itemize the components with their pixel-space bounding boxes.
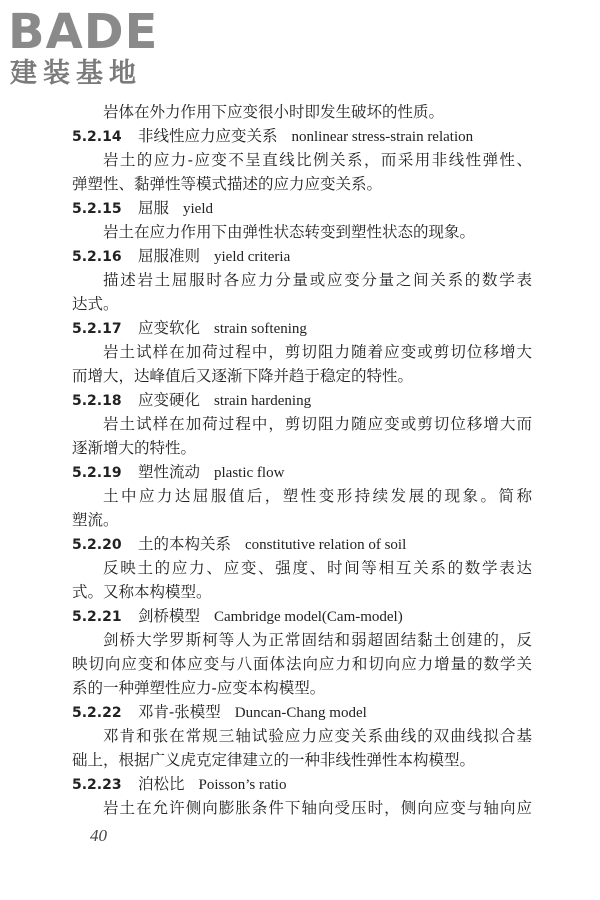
definition-text: 土中应力达屈服值后，塑性变形持续发展的现象。简称	[103, 487, 532, 505]
clause-number: 5.2.14	[72, 129, 122, 145]
clause-number: 5.2.19	[72, 465, 122, 481]
term-heading	[72, 196, 532, 220]
term-english: Cambridge model(Cam-model)	[214, 609, 403, 625]
term-chinese: 土的本构关系	[138, 535, 232, 553]
bade-logo	[8, 6, 178, 90]
term-chinese: 剑桥模型	[138, 607, 201, 625]
definition-text: 岩土在应力作用下由弹性状态转变到塑性状态的现象。	[103, 223, 476, 241]
definition-text: 逐渐增大的特性。	[72, 439, 197, 457]
clause-number: 5.2.21	[72, 609, 122, 625]
definition-text: 岩土试样在加荷过程中，剪切阻力随着应变或剪切位移增大	[103, 343, 532, 361]
term-chinese: 屈服	[138, 199, 170, 217]
term-english: yield criteria	[214, 249, 291, 265]
term-heading	[72, 460, 532, 484]
term-chinese: 邓肯-张模型	[138, 703, 221, 721]
definition-text: 邓肯和张在常规三轴试验应力应变关系曲线的双曲线拟合基	[103, 727, 532, 745]
definition-text: 岩土的应力-应变不呈直线比例关系，而采用非线性弹性、	[103, 151, 532, 169]
definition-text: 式。又称本构模型。	[72, 583, 212, 601]
term-heading	[72, 388, 532, 412]
definition-text: 弹塑性、黏弹性等模式描述的应力应变关系。	[72, 175, 383, 193]
term-chinese: 应变硬化	[138, 391, 201, 409]
term-heading	[72, 604, 532, 628]
term-english: nonlinear stress-strain relation	[291, 129, 474, 145]
term-heading	[72, 316, 532, 340]
definition-text: 岩土试样在加荷过程中，剪切阻力随应变或剪切位移增大而	[103, 415, 532, 433]
term-english: Duncan-Chang model	[234, 705, 367, 721]
clause-number: 5.2.20	[72, 537, 122, 553]
term-chinese: 屈服准则	[138, 247, 201, 265]
term-english: strain softening	[214, 321, 307, 337]
document-body	[72, 100, 532, 820]
term-heading	[72, 700, 532, 724]
logo-wordmark: BADE	[8, 4, 159, 60]
term-heading	[72, 772, 532, 796]
definition-text: 系的一种弹塑性应力-应变本构模型。	[72, 679, 326, 697]
term-chinese: 应变软化	[138, 319, 201, 337]
definition-text: 岩体在外力作用下应变很小时即发生破坏的性质。	[103, 103, 445, 121]
clause-number: 5.2.16	[72, 249, 122, 265]
definition-text: 塑流。	[72, 511, 119, 529]
definition-text: 反映土的应力、应变、强度、时间等相互关系的数学表达	[103, 559, 532, 577]
clause-number: 5.2.17	[72, 321, 122, 337]
definition-text: 而增大，达峰值后又逐渐下降并趋于稳定的特性。	[72, 367, 414, 385]
clause-number: 5.2.22	[72, 705, 122, 721]
clause-number: 5.2.18	[72, 393, 122, 409]
term-chinese: 泊松比	[138, 775, 185, 793]
term-heading	[72, 244, 532, 268]
definition-text: 描述岩土屈服时各应力分量或应变分量之间关系的数学表	[103, 271, 532, 289]
term-heading	[72, 532, 532, 556]
page-number: 40	[90, 826, 107, 845]
definition-text: 础上，根据广义虎克定律建立的一种非线性弹性本构模型。	[72, 751, 476, 769]
term-english: constitutive relation of soil	[245, 537, 407, 553]
clause-number: 5.2.15	[72, 201, 122, 217]
term-english: Poisson’s ratio	[198, 777, 287, 793]
term-english: yield	[183, 201, 214, 217]
term-chinese: 非线性应力应变关系	[138, 127, 278, 145]
logo-chinese-name: 建装基地	[10, 58, 142, 89]
definition-text: 岩土在允许侧向膨胀条件下轴向受压时，侧向应变与轴向应	[103, 799, 532, 817]
definition-text: 达式。	[72, 295, 119, 313]
term-chinese: 塑性流动	[138, 463, 201, 481]
clause-number: 5.2.23	[72, 777, 122, 793]
term-heading	[72, 124, 532, 148]
term-english: plastic flow	[214, 465, 285, 481]
term-english: strain hardening	[214, 393, 312, 409]
definition-text: 剑桥大学罗斯柯等人为正常固结和弱超固结黏土创建的，反	[103, 631, 532, 649]
definition-text: 映切向应变和体应变与八面体法向应力和切向应力增量的数学关	[72, 655, 532, 673]
